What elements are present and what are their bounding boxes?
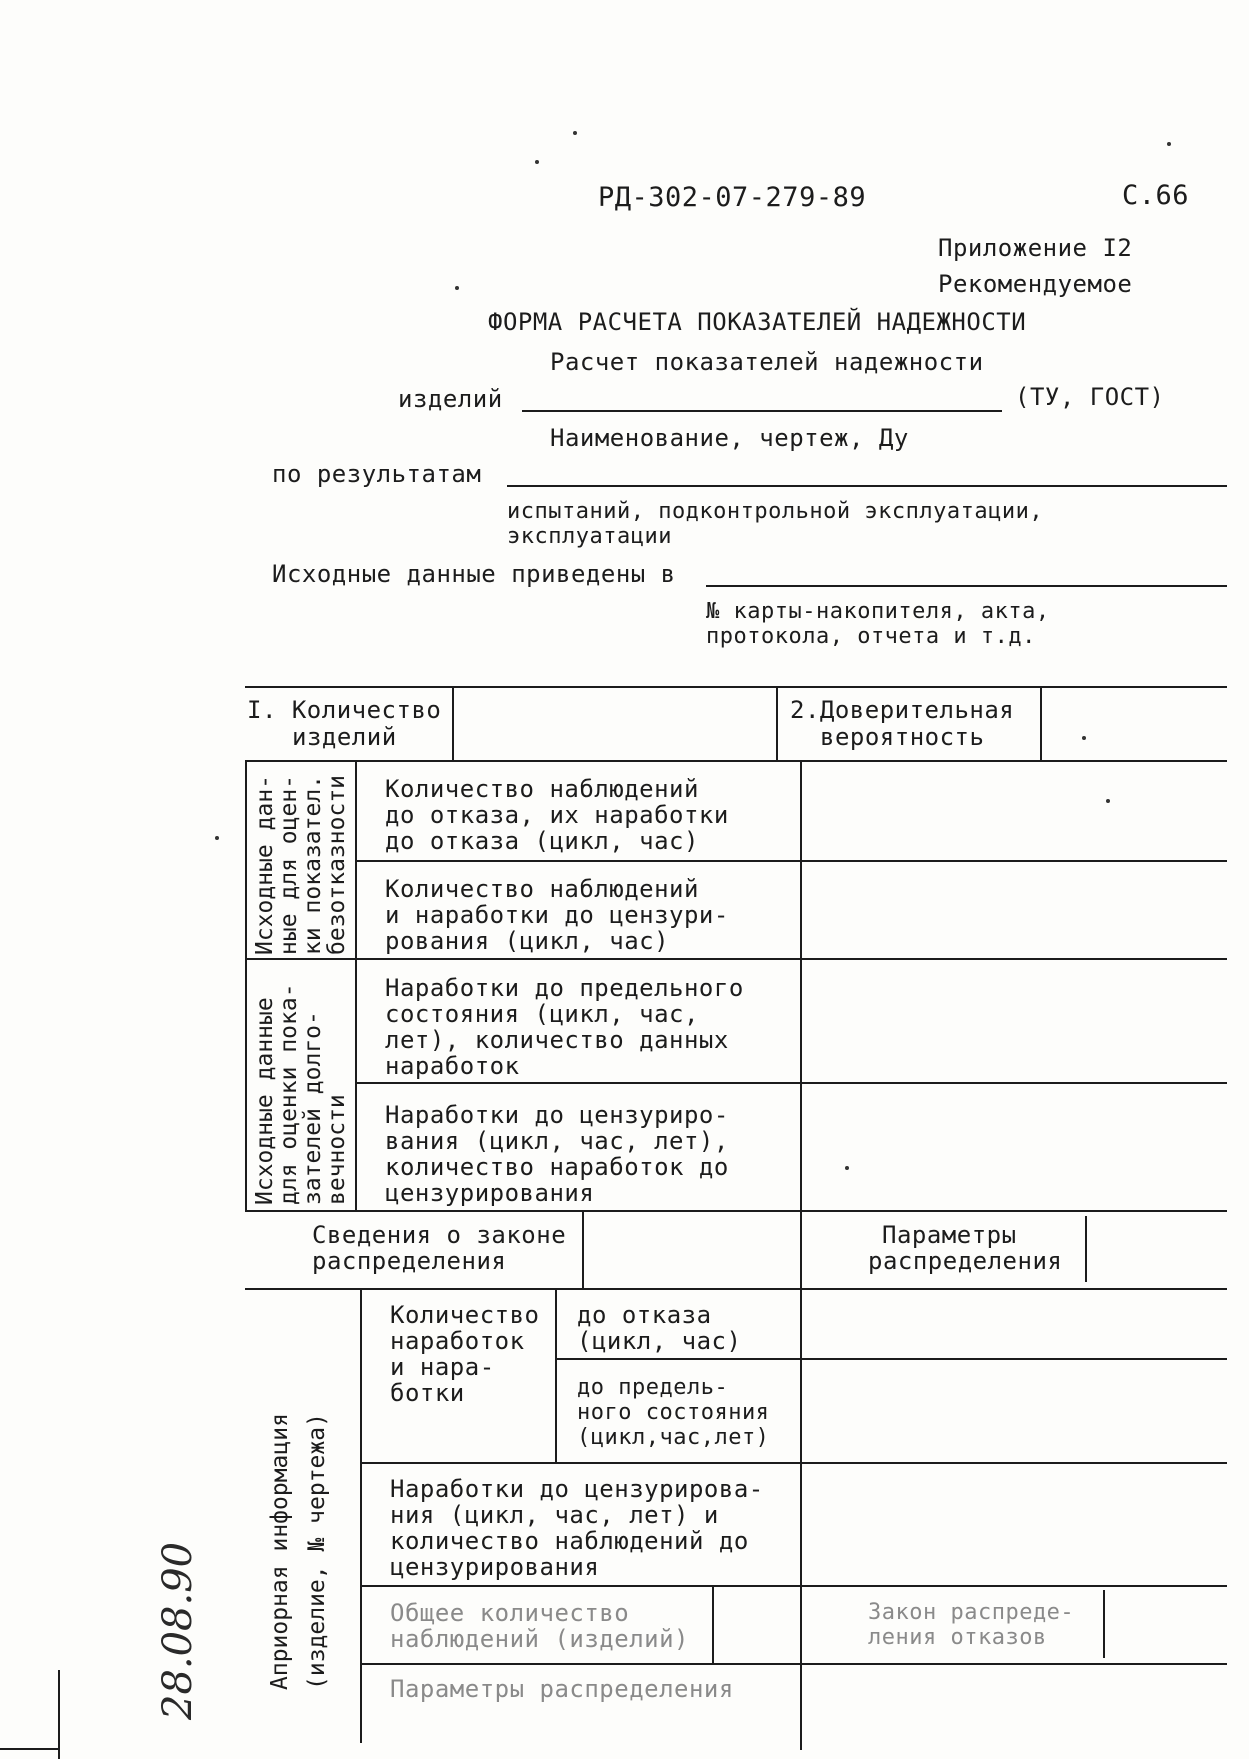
items-hint: Наименование, чертеж, Ду <box>550 424 909 452</box>
source-hint-line-2: протокола, отчета и т.д. <box>706 624 1036 649</box>
source-field[interactable] <box>706 585 1227 587</box>
g1-row2-line-1: Количество наблюдений <box>385 875 699 903</box>
g2-row1-line-4: наработок <box>385 1052 520 1080</box>
g1-row1-value-cell[interactable] <box>802 762 1227 858</box>
items-suffix: (ТУ, ГОСТ) <box>1015 383 1165 411</box>
source-label: Исходные данные приведены в <box>272 560 676 588</box>
g2-row2-line-1: Наработки до цензуриро- <box>385 1101 729 1129</box>
scan-speck <box>535 160 539 164</box>
g3-failure-line-1: до отказа <box>577 1301 712 1329</box>
g2-row2-value-cell[interactable] <box>802 1084 1227 1208</box>
g1-row1-line-1: Количество наблюдений <box>385 775 699 803</box>
scan-speck <box>455 286 459 290</box>
g3-law-line-1: Закон распреде- <box>868 1600 1075 1625</box>
appendix-status: Рекомендуемое <box>938 270 1133 298</box>
confidence-value-cell[interactable] <box>1042 688 1227 758</box>
qty-label-line-2: изделий <box>292 723 397 751</box>
group1-vertical-line-2: ные для оцен- <box>276 774 302 955</box>
scan-speck <box>1082 736 1086 740</box>
g3-params-label: Параметры распределения <box>390 1675 734 1703</box>
scan-speck <box>215 836 219 840</box>
params-label-line-2: распределения <box>868 1247 1063 1275</box>
group3-vertical-line-2: (изделие, № чертежа) <box>304 1413 330 1690</box>
group3-vertical-line-1: Априорная информация <box>267 1413 293 1690</box>
results-hint-line-2: эксплуатации <box>507 524 672 549</box>
g1-row2-value-cell[interactable] <box>802 862 1227 956</box>
confidence-label-line-1: 2.Доверительная <box>790 696 1015 724</box>
g1-row1-line-3: до отказа (цикл, час) <box>385 827 699 855</box>
params-value-cell[interactable] <box>1087 1212 1227 1286</box>
g3-counts-line-4: ботки <box>390 1379 465 1407</box>
law-label-line-1: Сведения о законе <box>312 1221 567 1249</box>
scan-speck <box>1167 142 1171 146</box>
g3-censor-value-cell[interactable] <box>802 1464 1227 1583</box>
g2-row1-line-3: лет), количество данных <box>385 1026 729 1054</box>
group2-vertical-line-4: вечности <box>324 1094 350 1205</box>
group2-vertical-line-1: Исходные данные <box>252 997 278 1205</box>
results-label: по результатам <box>272 460 482 488</box>
g3-law-value-cell[interactable] <box>1105 1587 1227 1661</box>
group1-vertical-line-4: безотказности <box>324 774 350 955</box>
g2-row2-line-2: вания (цикл, час, лет), <box>385 1127 729 1155</box>
g3-censor-line-2: ния (цикл, час, лет) и <box>390 1501 719 1529</box>
appendix-label: Приложение I2 <box>938 234 1133 262</box>
g3-total-line-2: наблюдений (изделий) <box>390 1625 689 1653</box>
g3-limit-value-cell[interactable] <box>802 1360 1227 1460</box>
group1-vertical-line-1: Исходные дан- <box>252 774 278 955</box>
results-hint-line-1: испытаний, подконтрольной эксплуатации, <box>507 499 1044 524</box>
law-value-cell[interactable] <box>584 1212 798 1286</box>
page-number: С.66 <box>1122 180 1190 211</box>
g3-total-line-1: Общее количество <box>390 1599 630 1627</box>
params-label-line-1: Параметры <box>882 1221 1017 1249</box>
g2-row1-line-1: Наработки до предельного <box>385 974 744 1002</box>
page-title: ФОРМА РАСЧЕТА ПОКАЗАТЕЛЕЙ НАДЕЖНОСТИ <box>488 308 1027 336</box>
g3-censor-line-1: Наработки до цензурирова- <box>390 1475 764 1503</box>
g2-row2-line-4: цензурирования <box>385 1179 595 1207</box>
g3-censor-line-4: цензурирования <box>390 1553 600 1581</box>
g3-limit-line-1: до предель- <box>577 1375 729 1400</box>
g2-row1-line-2: состояния (цикл, час, <box>385 1000 699 1028</box>
g3-limit-line-3: (цикл,час,лет) <box>577 1425 770 1450</box>
g2-row1-value-cell[interactable] <box>802 960 1227 1080</box>
scan-speck <box>573 131 577 135</box>
qty-value-cell[interactable] <box>454 688 774 758</box>
scan-speck <box>1106 799 1110 803</box>
page-subtitle: Расчет показателей надежности <box>550 348 984 376</box>
group1-vertical-line-3: ки показател. <box>300 774 326 955</box>
items-label: изделий <box>398 385 503 413</box>
g3-counts-line-2: наработок <box>390 1327 525 1355</box>
g1-row2-line-2: и наработки до цензури- <box>385 901 729 929</box>
g3-failure-value-cell[interactable] <box>802 1290 1227 1356</box>
margin-corner-base <box>0 1748 60 1750</box>
g3-counts-line-3: и нара- <box>390 1353 495 1381</box>
confidence-label-line-2: вероятность <box>820 723 985 751</box>
g3-law-line-2: ления отказов <box>868 1625 1047 1650</box>
group2-vertical-line-2: для оценки пока- <box>276 983 302 1205</box>
g2-row2-line-3: количество наработок до <box>385 1153 729 1181</box>
g1-row2-line-3: рования (цикл, час) <box>385 927 670 955</box>
handwritten-date-note: 28.08.90 <box>155 1541 201 1720</box>
g3-censor-line-3: количество наблюдений до <box>390 1527 749 1555</box>
qty-label-line-1: I. Количество <box>247 696 442 724</box>
results-field[interactable] <box>507 485 1227 487</box>
g1-row1-line-2: до отказа, их наработки <box>385 801 729 829</box>
law-label-line-2: распределения <box>312 1247 507 1275</box>
g3-counts-line-1: Количество <box>390 1301 540 1329</box>
g3-failure-line-2: (цикл, час) <box>577 1327 742 1355</box>
source-hint-line-1: № карты-накопителя, акта, <box>706 599 1050 624</box>
margin-corner-mark <box>58 1670 60 1759</box>
g3-limit-line-2: ного состояния <box>577 1400 770 1425</box>
g3-total-value-cell[interactable] <box>714 1587 798 1661</box>
doc-number: РД-302-07-279-89 <box>598 182 867 213</box>
scan-speck <box>845 1166 849 1170</box>
items-field[interactable] <box>522 410 1002 412</box>
group2-vertical-line-3: зателей долго- <box>300 1011 326 1205</box>
